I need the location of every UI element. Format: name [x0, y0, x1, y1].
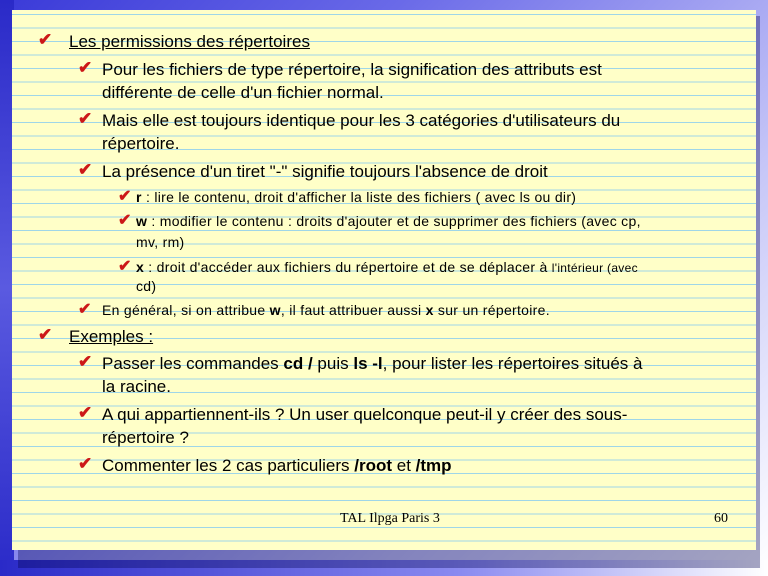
item-text: Pour les fichiers de type répertoire, la signification des attributs est	[102, 60, 602, 79]
example-2-line: A qui appartiennent-ils ? Un user quelconque peut-il y créer des sous-	[102, 405, 628, 424]
perm-x-line	[136, 256, 638, 279]
general-line	[102, 299, 550, 321]
ex3-path-root: /root	[354, 456, 393, 475]
check-icon: ✔	[78, 160, 93, 179]
perm-w-key: w	[136, 213, 148, 229]
footer-course: TAL Ilpga Paris 3	[340, 511, 440, 526]
heading-permissions: Les permissions des répertoires	[69, 32, 310, 51]
check-icon: ✔	[78, 454, 93, 473]
ex3-path-tmp: /tmp	[415, 456, 452, 475]
ex1-text-a: Passer les commandes	[102, 354, 284, 373]
ex1-cmd-cd: cd /	[283, 354, 313, 373]
perm-w-line2: mv, rm)	[136, 234, 185, 250]
example-3-line	[102, 454, 452, 477]
check-icon: ✔	[118, 188, 132, 205]
general-w: w	[269, 302, 281, 318]
check-icon: ✔	[118, 258, 132, 275]
slide-paper	[12, 10, 756, 550]
general-text-c: sur un répertoire.	[433, 302, 550, 318]
general-text-b: , il faut attribuer aussi	[280, 302, 426, 318]
check-icon: ✔	[38, 30, 53, 49]
perm-r-key: r	[136, 189, 142, 205]
perm-w-line	[136, 210, 641, 232]
check-icon: ✔	[78, 109, 93, 128]
perm-w-desc: : modifier le contenu : droits d'ajouter et de supprimer des fichiers (avec cp,	[147, 213, 641, 229]
page-number: 60	[714, 511, 728, 526]
check-icon: ✔	[118, 212, 132, 229]
check-icon: ✔	[78, 403, 93, 422]
ex1-cmd-ls: ls -l	[353, 354, 383, 373]
general-x: x	[425, 302, 434, 318]
ex1-text-b: puis	[312, 354, 354, 373]
perm-r-line	[136, 186, 576, 208]
example-1-line	[102, 352, 642, 375]
perm-r-desc: : lire le contenu, droit d'afficher la liste des fichiers ( avec ls ou dir)	[141, 189, 577, 205]
check-icon: ✔	[78, 352, 93, 371]
perm-x-desc-small: l'intérieur (avec	[551, 261, 638, 275]
ex1-text-c: , pour lister les répertoires situés à	[382, 354, 643, 373]
check-icon: ✔	[78, 301, 92, 318]
example-2-line2: répertoire ?	[102, 428, 189, 447]
check-icon: ✔	[78, 58, 93, 77]
perm-x-key: x	[136, 259, 145, 275]
example-1-line2: la racine.	[102, 377, 171, 396]
item-text: répertoire.	[102, 134, 180, 153]
general-text-a: En général, si on attribue	[102, 302, 270, 318]
item-text: différente de celle d'un fichier normal.	[102, 83, 384, 102]
item-text: La présence d'un tiret "-" signifie toujours l'absence de droit	[102, 162, 548, 181]
perm-x-desc: : droit d'accéder aux fichiers du répertoire et de se déplacer à	[144, 259, 552, 275]
check-icon: ✔	[38, 325, 53, 344]
heading-examples: Exemples :	[69, 327, 154, 346]
perm-x-line2: cd)	[136, 278, 157, 294]
ex3-text-b: et	[392, 456, 416, 475]
item-text: Mais elle est toujours identique pour les 3 catégories d'utilisateurs du	[102, 111, 621, 130]
ex3-text-a: Commenter les 2 cas particuliers	[102, 456, 355, 475]
